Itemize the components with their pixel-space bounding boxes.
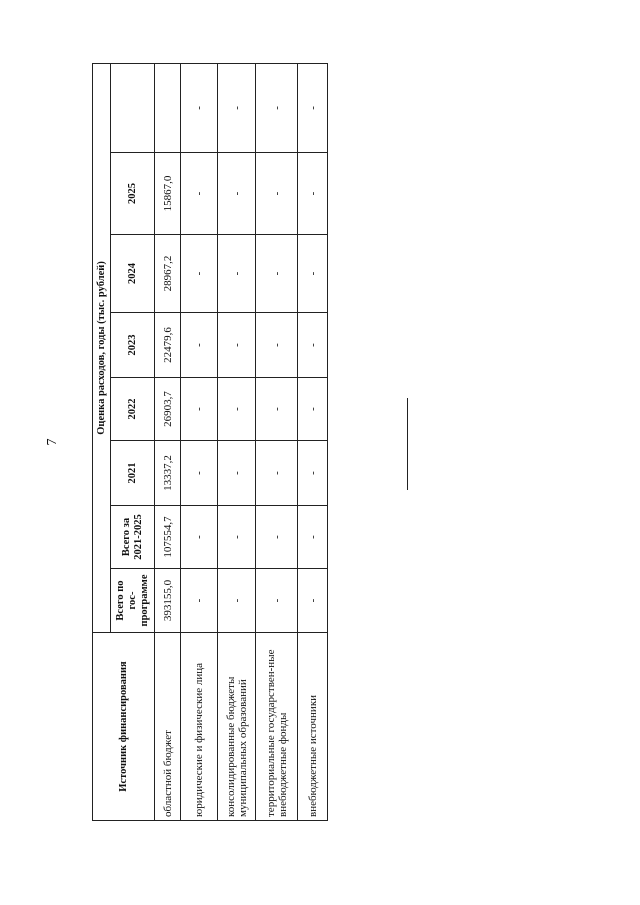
table-cell: - [298, 441, 328, 506]
table-cell: - [298, 153, 328, 235]
column-header: 2025 [111, 153, 155, 235]
table-cell: - [256, 63, 298, 152]
table-cell: - [218, 506, 256, 569]
column-header: Всего за 2021-2025 [111, 506, 155, 569]
table-cell: 393155,0 [155, 569, 181, 633]
column-header: Всего по гос-программе [111, 569, 155, 633]
table-cell: - [298, 506, 328, 569]
table-row [298, 63, 328, 820]
table-cell: - [181, 441, 218, 506]
table-cell: - [181, 569, 218, 633]
table-cell: - [256, 441, 298, 506]
table-cell: - [256, 235, 298, 313]
estimate-header: Оценка расходов, годы (тыс. рублей) [93, 63, 111, 632]
table-cell [155, 63, 181, 152]
table-cell: - [218, 235, 256, 313]
table-cell: - [181, 153, 218, 235]
column-header: 2022 [111, 378, 155, 441]
table-cell: - [181, 378, 218, 441]
table-cell: 107554,7 [155, 506, 181, 569]
table-cell: - [298, 235, 328, 313]
table-cell: - [298, 378, 328, 441]
table-cell: - [218, 569, 256, 633]
table-cell: 22479,6 [155, 313, 181, 378]
table-row [155, 63, 181, 820]
table-cell: - [218, 378, 256, 441]
table-cell: 28967,2 [155, 235, 181, 313]
table-cell: - [181, 313, 218, 378]
table-cell: - [256, 569, 298, 633]
table-cell: - [181, 63, 218, 152]
table-cell: - [298, 313, 328, 378]
table-cell: - [256, 506, 298, 569]
source-header: Источник финансирования [93, 633, 155, 821]
table-cell: - [218, 313, 256, 378]
table-cell: 26903,7 [155, 378, 181, 441]
row-source: областной бюджет [155, 633, 181, 821]
vertical-rule [407, 398, 408, 490]
row-source: внебюджетные источники [298, 633, 328, 821]
table-cell: - [256, 378, 298, 441]
table-cell: - [218, 441, 256, 506]
column-header: 2024 [111, 235, 155, 313]
column-header [111, 63, 155, 152]
row-source: юридические и физические лица [181, 633, 218, 821]
table-cell: - [256, 153, 298, 235]
column-header: 2023 [111, 313, 155, 378]
table-cell: - [181, 235, 218, 313]
table-row [256, 63, 298, 820]
table-cell: - [298, 63, 328, 152]
table-cell: - [181, 506, 218, 569]
page-number: 7 [45, 438, 60, 446]
financing-table [92, 63, 328, 821]
financing-table-container [92, 64, 319, 821]
table-row [218, 63, 256, 820]
table-cell: - [256, 313, 298, 378]
table-cell: - [218, 153, 256, 235]
column-header: 2021 [111, 441, 155, 506]
table-cell: - [218, 63, 256, 152]
row-source: территориальные государствен-ные внебюджетные фонды [256, 633, 298, 821]
table-cell: 13337,2 [155, 441, 181, 506]
table-cell: - [298, 569, 328, 633]
table-cell: 15867,0 [155, 153, 181, 235]
row-source: консолидированные бюджеты муниципальных образований [218, 633, 256, 821]
table-row [181, 63, 218, 820]
